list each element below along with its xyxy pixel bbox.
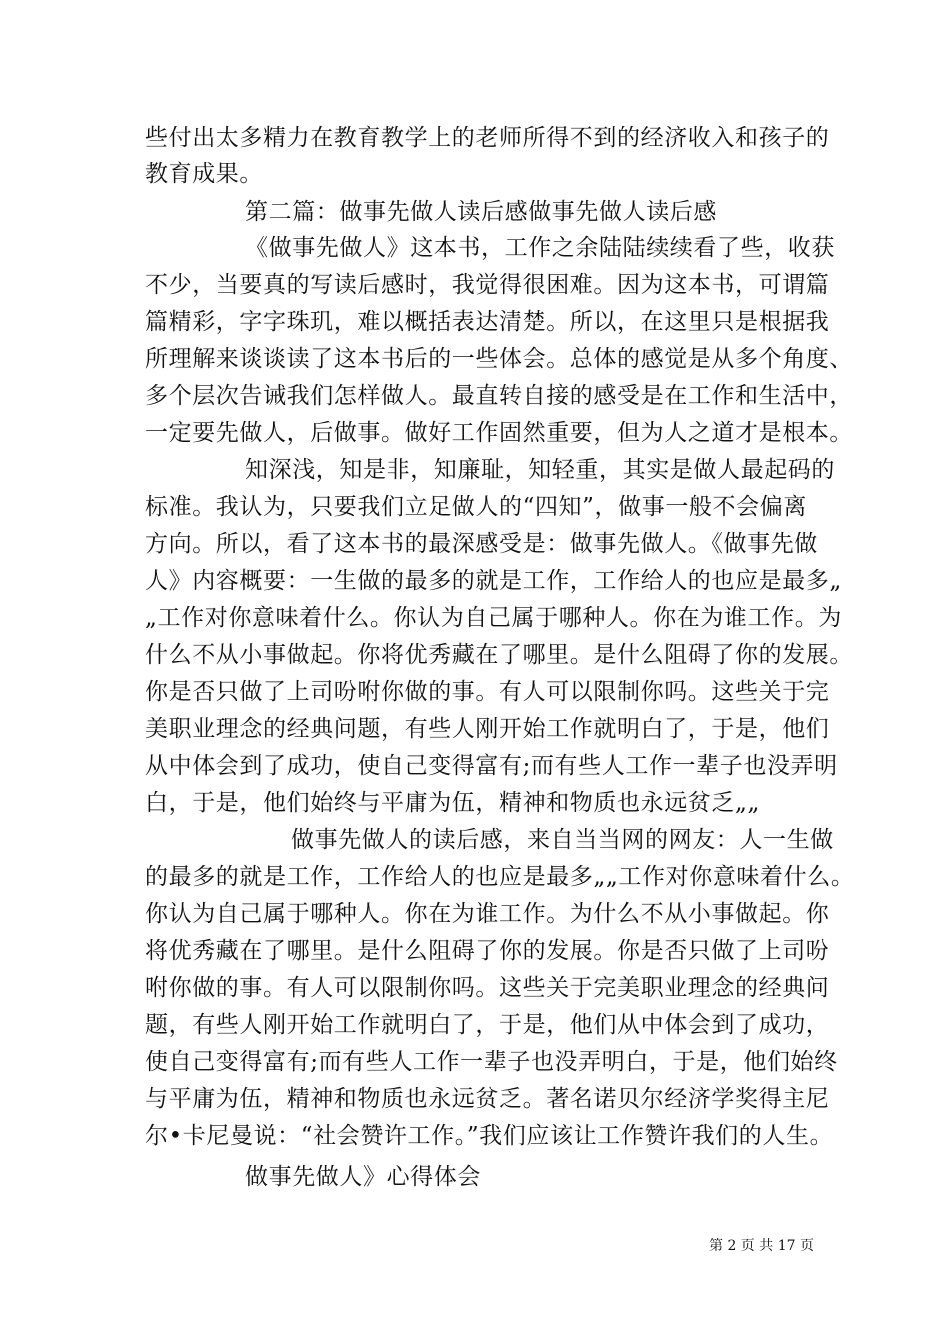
text-line: 人》内容概要：一生做的最多的就是工作，工作给人的也应是最多„ bbox=[145, 568, 842, 594]
text-line: 多个层次告诫我们怎样做人。最直转自接的感受是在工作和生活中， bbox=[145, 383, 853, 409]
text-line: 一定要先做人，后做事。做好工作固然重要，但为人之道才是根本。 bbox=[145, 420, 853, 446]
text-line: 什么不从小事做起。你将优秀藏在了哪里。是什么阻碍了你的发展。 bbox=[145, 642, 853, 668]
text-line: „工作对你意味着什么。你认为自己属于哪种人。你在为谁工作。为 bbox=[145, 605, 842, 631]
text-line: 做事先做人的读后感，来自当当网的网友：人一生做 bbox=[291, 827, 834, 853]
text-line: 题，有些人刚开始工作就明白了，于是，他们从中体会到了成功， bbox=[145, 1012, 830, 1038]
text-line: 尔•卡尼曼说：“社会赞许工作。”我们应该让工作赞许我们的人生。 bbox=[145, 1123, 834, 1149]
text-line: 你认为自己属于哪种人。你在为谁工作。为什么不从小事做起。你 bbox=[145, 901, 830, 927]
text-line: 所理解来谈谈读了这本书后的一些体会。总体的感觉是从多个角度、 bbox=[145, 346, 853, 372]
text-line: 不少，当要真的写读后感时，我觉得很困难。因为这本书，可谓篇 bbox=[145, 272, 830, 298]
text-line: 将优秀藏在了哪里。是什么阻碍了你的发展。你是否只做了上司吩 bbox=[145, 938, 830, 964]
text-line: 方向。所以，看了这本书的最深感受是：做事先做人。《做事先做 bbox=[145, 531, 818, 557]
text-line: 标准。我认为，只要我们立足做人的“四知”，做事一般不会偏离 bbox=[145, 494, 807, 520]
section-heading: 第二篇：做事先做人读后感做事先做人读后感 bbox=[245, 199, 717, 225]
text-line: 些付出太多精力在教育教学上的老师所得不到的经济收入和孩子的 bbox=[145, 125, 830, 151]
page-number-footer: 第 2 页 共 17 页 bbox=[709, 1238, 814, 1254]
text-line: 教育成果。 bbox=[145, 161, 263, 187]
text-line: 与平庸为伍，精神和物质也永远贫乏。著名诺贝尔经济学奖得主尼 bbox=[145, 1086, 830, 1112]
text-line: 白，于是，他们始终与平庸为伍，精神和物质也永远贫乏„„ bbox=[145, 790, 761, 816]
text-line: 你是否只做了上司吩咐你做的事。有人可以限制你吗。这些关于完 bbox=[145, 679, 830, 705]
text-line: 知深浅，知是非，知廉耻，知轻重，其实是做人最起码的 bbox=[245, 457, 835, 483]
text-line: 咐你做的事。有人可以限制你吗。这些关于完美职业理念的经典问 bbox=[145, 975, 830, 1001]
section-heading: 做事先做人》心得体会 bbox=[245, 1164, 481, 1190]
text-line: 使自己变得富有;而有些人工作一辈子也没弄明白，于是，他们始终 bbox=[145, 1049, 838, 1075]
text-line: 《做事先做人》这本书，工作之余陆陆续续看了些，收获 bbox=[245, 235, 835, 261]
text-line: 美职业理念的经典问题，有些人刚开始工作就明白了，于是，他们 bbox=[145, 716, 830, 742]
text-line: 篇精彩，字字珠玑，难以概括表达清楚。所以，在这里只是根据我 bbox=[145, 309, 830, 335]
text-line: 从中体会到了成功，使自己变得富有;而有些人工作一辈子也没弄明 bbox=[145, 753, 838, 779]
text-line: 的最多的就是工作，工作给人的也应是最多„„工作对你意味着什么。 bbox=[145, 864, 855, 890]
